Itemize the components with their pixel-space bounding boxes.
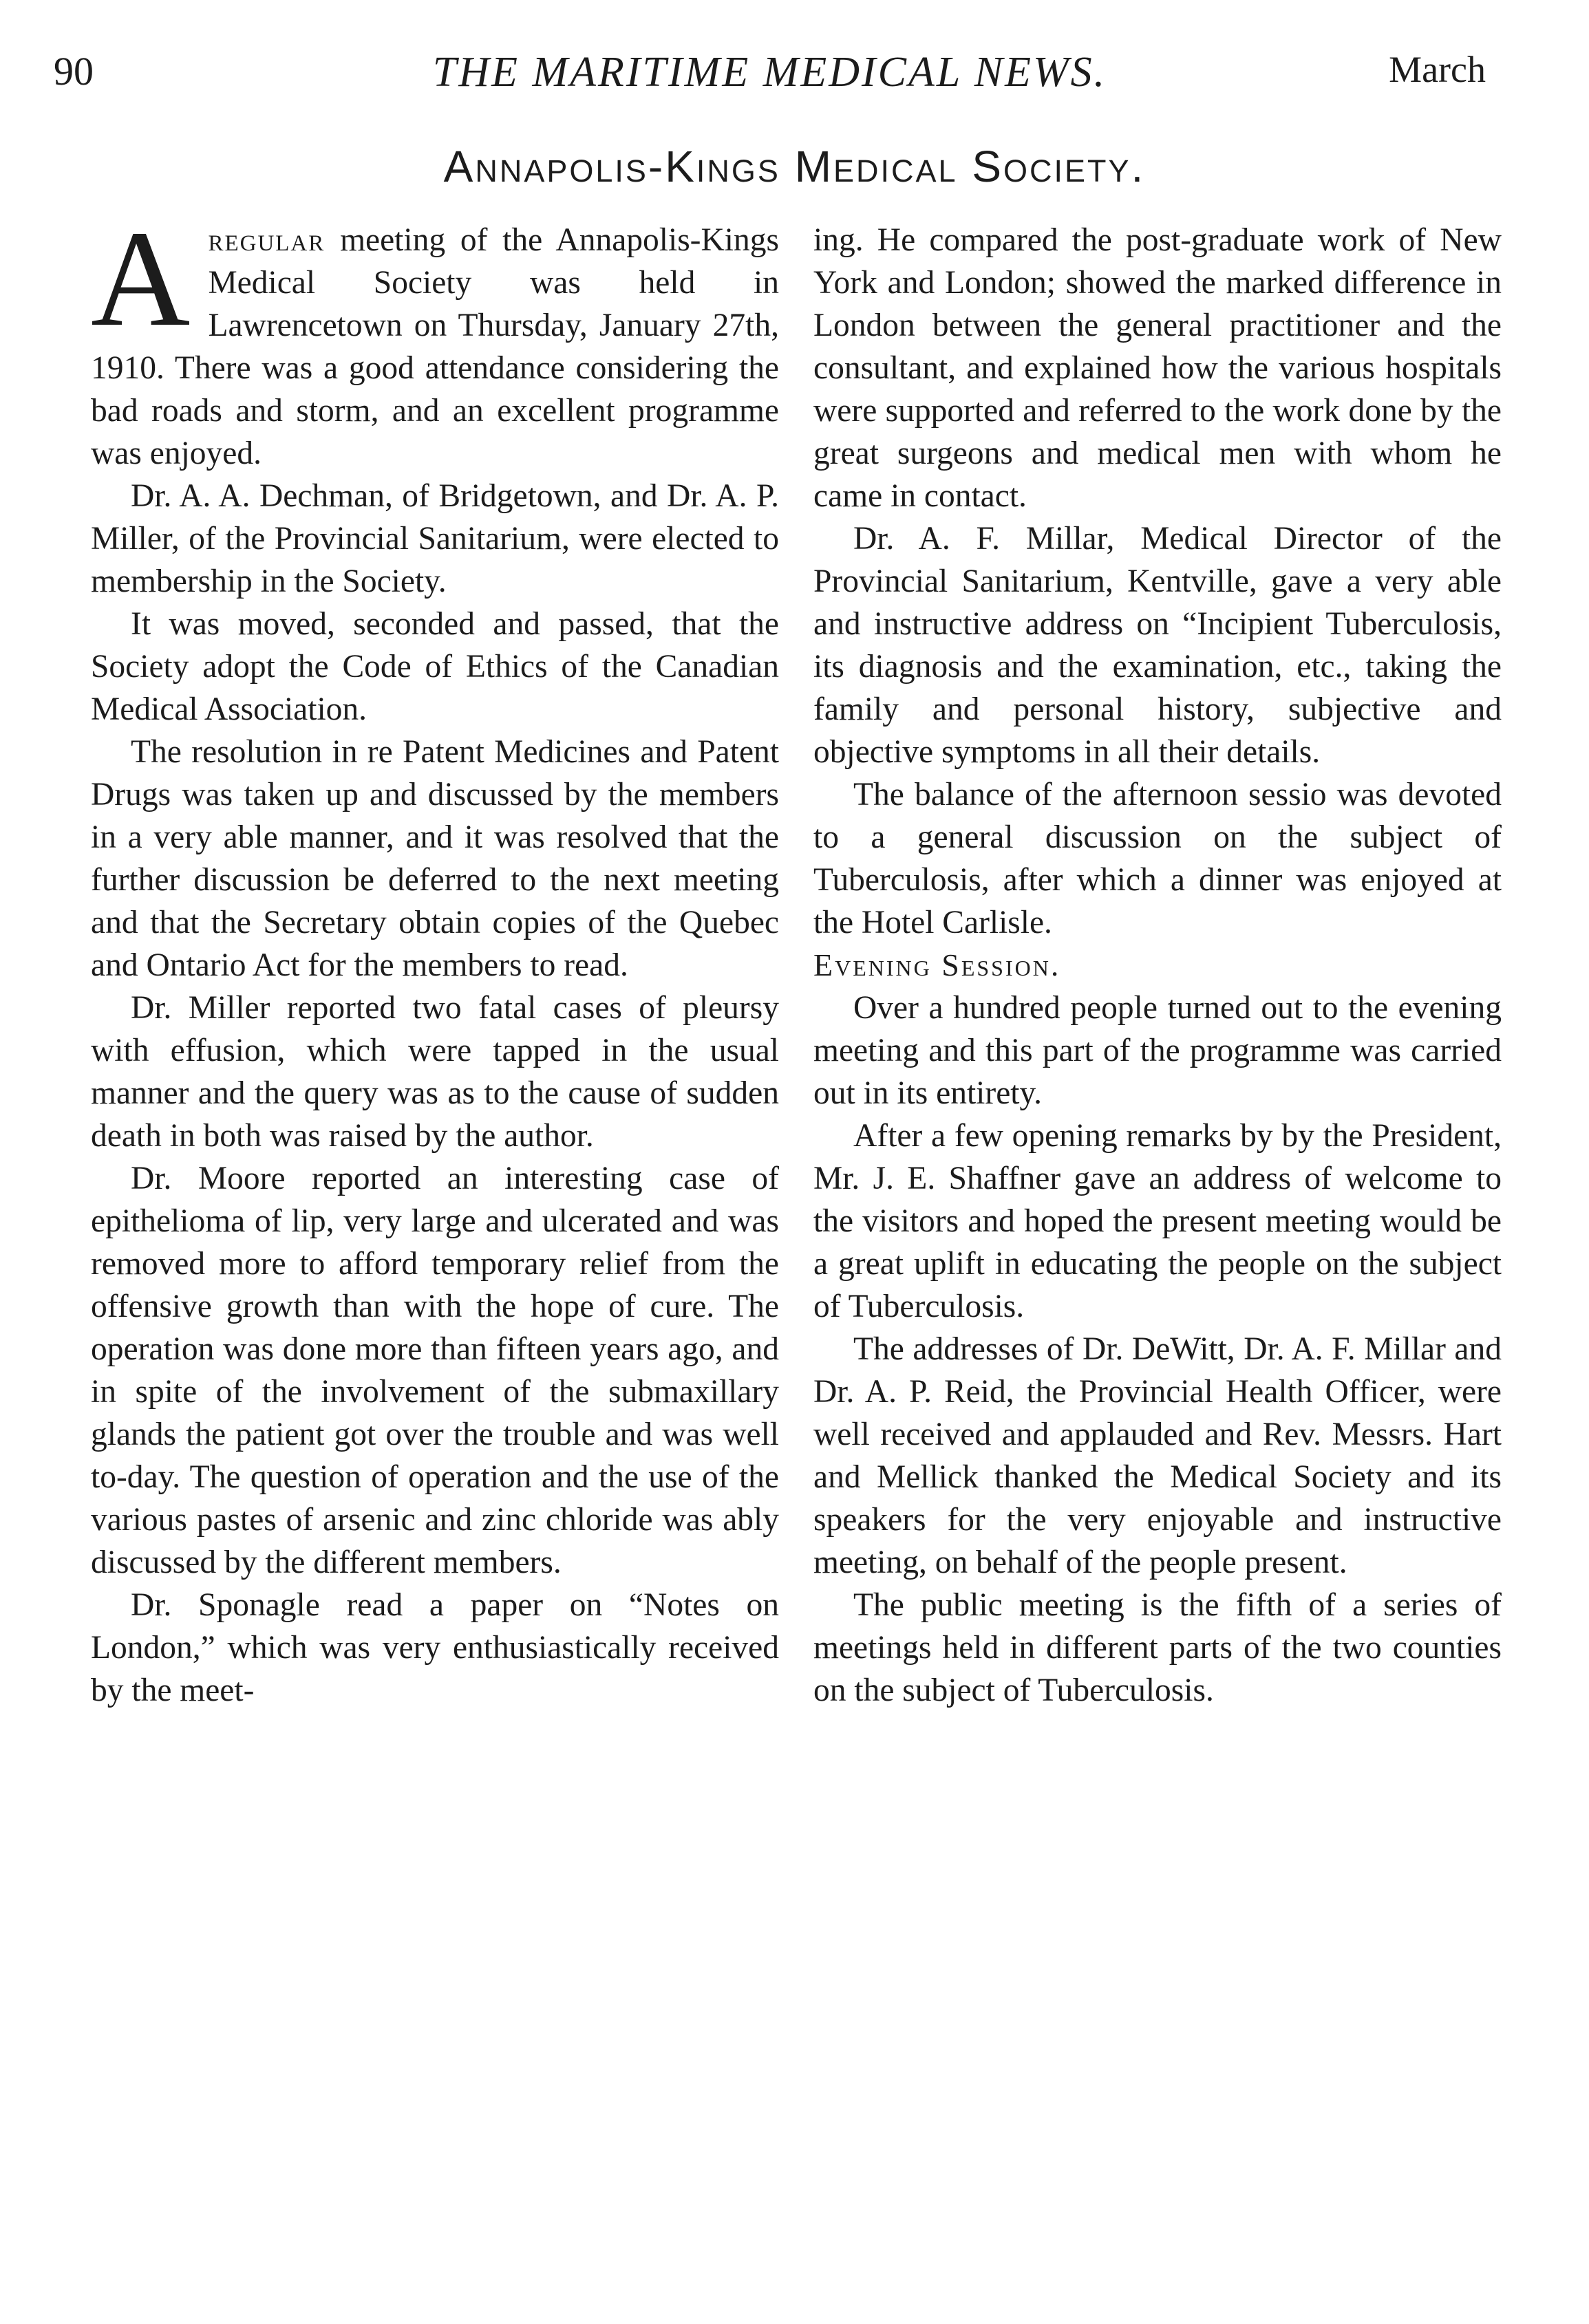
- paragraph: The balance of the afternoon sessio was devoted to a general discussion on the subject of Tuberculosis, after which a dinner was enjoyed at the Hotel Carlisle.: [813, 777, 1502, 940]
- paragraph: The public meeting is the fifth of a series of meetings held in different parts of the two counties on the subject of Tuberculosis.: [813, 1587, 1502, 1708]
- drop-cap: A: [91, 203, 191, 355]
- paragraph-text: meeting of the Annapolis-Kings Medical Society was held in Lawrencetown on Thursday, January 27th, 1910. There was a good attendance considering the bad roads and storm, and an excellent programme was enjoyed.: [91, 222, 779, 471]
- paragraph: Dr. Miller reported two fatal cases of pleursy with effusion, which were tapped in the usual manner and the query was as to the cause of sudden death in both was raised by the author.: [91, 990, 779, 1154]
- left-column: [91, 203, 779, 1712]
- running-head: [54, 48, 1486, 110]
- paragraph: The resolution in re Patent Medicines and Patent Drugs was taken up and discussed by the members in a very able manner, and it was resolved that the further discussion be deferred to the next meeting and that the Secretary obtain copies of the Quebec and Ontario Act for the members to read.: [91, 734, 779, 983]
- page-number: 90: [54, 49, 94, 94]
- paragraph: Dr. A. A. Dechman, of Bridgetown, and Dr. A. P. Miller, of the Provincial Sanitarium, were elected to membership in the Society.: [91, 478, 779, 599]
- paragraph: Dr. Sponagle read a paper on “Notes on London,” which was very enthusiastically received by the meet-: [91, 1587, 779, 1708]
- issue-month: March: [1389, 49, 1486, 90]
- paragraph: It was moved, seconded and passed, that the Society adopt the Code of Ethics of the Canadian Medical Association.: [91, 606, 779, 727]
- paragraph: Dr. Moore reported an interesting case of epithelioma of lip, very large and ulcerated and was removed more to afford temporary relief from the offensive growth than with the hope of cure. The operation was done more than fifteen years ago, and in spite of the involvement of the submaxillary glands the patient got over the trouble and was well to-day. The question of operation and the use of the various pastes of arsenic and zinc chloride was ably discussed by the different members.: [91, 1161, 779, 1580]
- paragraph: ing. He compared the post-graduate work of New York and London; showed the marked difference in London between the general practitioner and the consultant, and explained how the various hospitals were supported and referred to the work done by the great surgeons and medical men with whom he came in contact.: [813, 222, 1502, 514]
- paragraph: [91, 203, 779, 475]
- right-column: [813, 219, 1502, 1712]
- lead-words: regular: [208, 222, 326, 258]
- article-title: Annapolis-Kings Medical Society.: [443, 142, 1146, 191]
- section-heading: Evening Session.: [813, 947, 1061, 982]
- paragraph: Dr. A. F. Millar, Medical Director of the Provincial Sanitarium, Kentville, gave a very able and instructive address on “Incipient Tuberculosis, its diagnosis and the examination, etc., taking the family and personal history, subjective and objective symptoms in all their details.: [813, 521, 1502, 770]
- paragraph: The addresses of Dr. DeWitt, Dr. A. F. Millar and Dr. A. P. Reid, the Provincial Health Officer, were well received and applauded and Rev. Messrs. Hart and Mellick thanked the Medical Society and its speakers for the very enjoyable and instructive meeting, on behalf of the people present.: [813, 1331, 1502, 1580]
- paragraph: After a few opening remarks by by the President, Mr. J. E. Shaffner gave an address of welcome to the visitors and hoped the present meeting would be a great uplift in educating the people on the subject of Tuberculosis.: [813, 1118, 1502, 1324]
- paragraph: Over a hundred people turned out to the evening meeting and this part of the programme was carried out in its entirety.: [813, 990, 1502, 1111]
- journal-title: THE MARITIME MEDICAL NEWS.: [432, 49, 1107, 96]
